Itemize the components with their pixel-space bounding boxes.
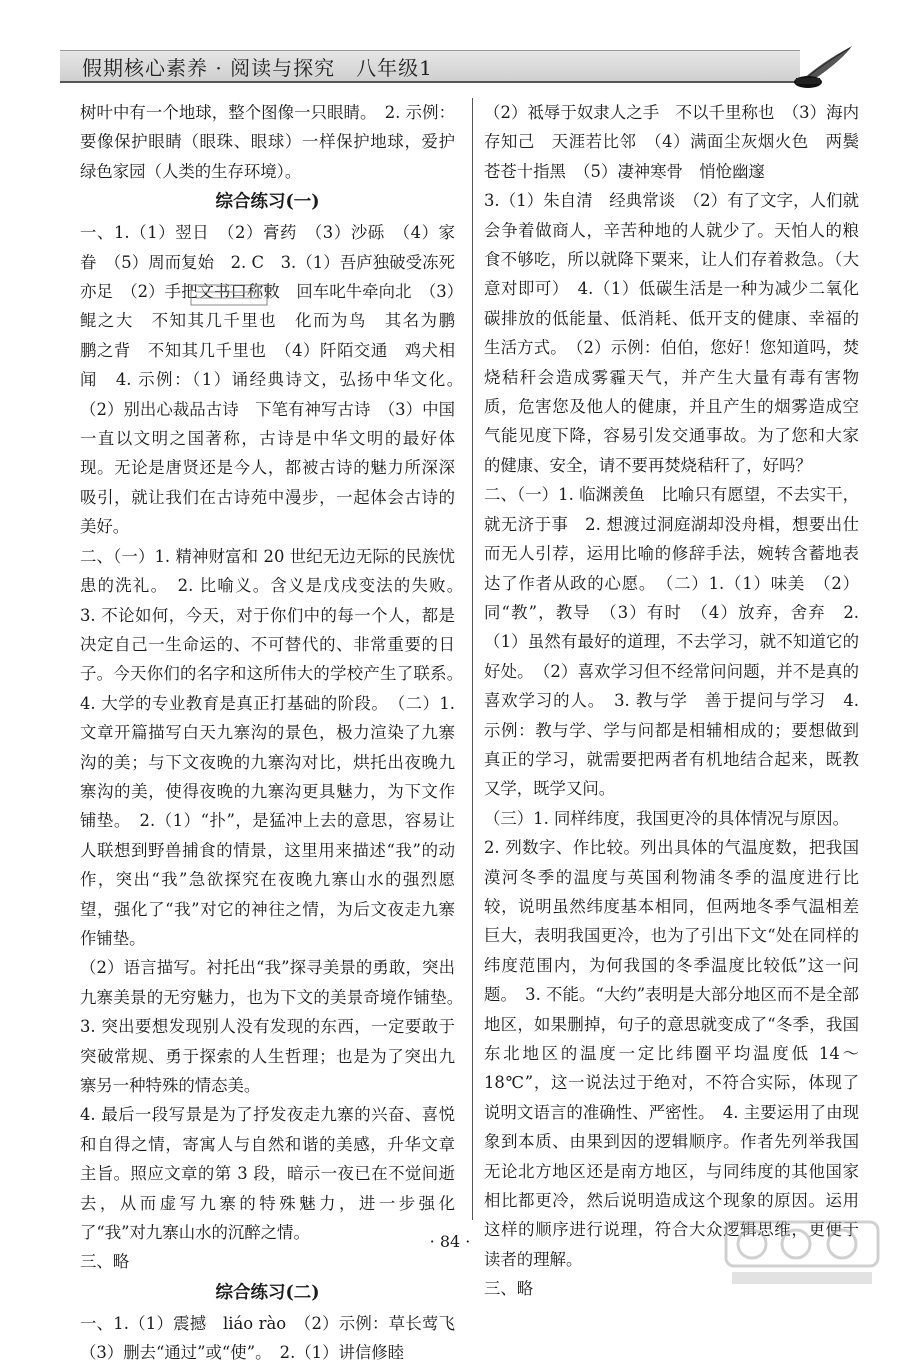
answer-paragraph: 3.（1）朱自清 经典常谈 （2）有了文字，人们就会争着做商人，辛苦种地的人就少了。天怕人的粮食不够吃，所以就降下粟来，让人们存着救急。（大意对即可） 4.（1）低碳生活是一种为减少二氧化碳排放的低能量、低消耗、低开支的健康、幸福的生活方式。 （2）示例：伯伯，您好！您知道吗，焚烧秸秆会造成雾霾天气，并产生大量有毒有害物质，危害您及他人的健康，并且产生的烟雾造成空气能见度下降，容易引发交通事故。为了您和大家的健康、安全，请不要再焚烧秸秆了，好吗？: [484, 191, 859, 475]
answer-paragraph: 一、1.（1）震撼 liáo rào （2）示例：草长莺飞 （3）删去“通过”或“使”。 2.（1）讲信修睦: [80, 1313, 472, 1363]
section-heading: 综合练习(二): [215, 1282, 320, 1303]
answer-paragraph: （2）祗辱于奴隶人之手 不以千里称也 （3）海内存知己 天涯若比邻 （4）满面尘灰烟火色 两鬓苍苍十指黑 （5）凄神寒骨 悄怆幽邃: [484, 103, 859, 181]
page-header: [60, 42, 840, 90]
answer-paragraph: 三、略: [80, 1252, 130, 1272]
answer-paragraph: 2. 列数字、作比较。列出具体的气温度数，把我国漠河冬季的温度与英国利物浦冬季的温度进行比较，说明虽然纬度基本相同，但两地冬季气温相差巨大，表明我国更冷，也为了引出下文“处在同样的纬度范围内，为何我国的冬季温度比较低”这一问题。 3. 不能。“大约”表明是大部分地区而不是全部地区，如果删掉，句子的意思就变成了“冬季，我国东北地区的温度一定比纬圈平均温度低 14～18℃”，这一说法过于绝对，不符合实际，体现了说明文语言的准确性、严密性。 4. 主要运用了由现象到本质、由果到因的逻辑顺序。作者先列举我国无论北方地区还是南方地区，与同纬度的其他国家相比都更冷，然后说明造成这个现象的原因。运用这样的顺序进行说理，符合大众逻辑思维，更便于读者的理解。: [484, 838, 859, 1269]
answer-paragraph: （三）1. 同样纬度，我国更冷的具体情况与原因。: [484, 808, 850, 828]
column-divider: [472, 98, 473, 1220]
section-heading: 综合练习(一): [215, 192, 320, 213]
page-number: · 84 ·: [429, 1232, 471, 1251]
header-title: 假期核心素养 · 阅读与探究 八年级1: [82, 56, 433, 80]
answer-paragraph: 二、（一）1. 精神财富和 20 世纪无边无际的民族忧患的洗礼。 2. 比喻义。含义是戊戌变法的失败。 3. 不论如何，今天，对于你们中的每一个人，都是决定自己一生命运的、不可替代的、非常重要的日子。今天你们的名字和这所伟大的学校产生了联系。 4. 大学的专业教育是真正打基础的阶段。 （二）1. 文章开篇描写白天九寨沟的景色，极力渲染了九寨沟的美；与下文夜晚的九寨沟对比，烘托出夜晚九寨沟的美，使得夜晚的九寨沟更具魅力，为下文作铺垫。 2.（1）“扑”，是猛冲上去的意思，容易让人联想到野兽捕食的情景，这里用来描述“我”的动作，突出“我”急欲探究在夜晚九寨山水的强烈愿望，强化了“我”对它的神往之情，为后文夜走九寨作铺垫。: [80, 546, 472, 948]
answer-paragraph: 二、（一）1. 临渊羡鱼 比喻只有愿望，不去实干，就无济于事 2. 想渡过洞庭湖却没舟楫，想要出仕而无人引荐，运用比喻的修辞手法，婉转含蓄地表达了作者从政的心愿。 （二）1.（1）味美 （2）同“教”，教导 （3）有时 （4）放弃，舍弃 2.（1）虽然有最好的道理，不去学习，就不知道它的好处。 （2）喜欢学习但不经常问问题，并不是真的喜欢学习的人。 3. 教与学 善于提问与学习 4. 示例：教与学、学与问都是相辅相成的；要想做到真正的学习，就需要把两者有机地结合起来，既教又学，既学又问。: [484, 485, 859, 799]
quill-ink-icon: [792, 42, 872, 90]
answer-paragraph: 三、略: [484, 1279, 534, 1299]
answer-paragraph: （2）语言描写。衬托出“我”探寻美景的勇敢，突出九寨美景的无穷魅力，也为下文的美景奇境作铺垫。 3. 突出要想发现别人没有发现的东西，一定要敢于突破常规、勇于探索的人生哲理；也是为了突出九寨另一种特殊的情态美。: [80, 958, 472, 1095]
stamp-mark: [190, 284, 268, 306]
watermark-logo: [722, 1218, 882, 1290]
answer-paragraph: 4. 最后一段写景是为了抒发夜走九寨的兴奋、喜悦和自得之情，寄寓人与自然和谐的美感，升华文章主旨。照应文章的第 3 段，暗示一夜已在不觉间逝去，从而虚写九寨的特殊魅力，进一步强化了“我”对九寨山水的沉醉之情。: [80, 1105, 455, 1243]
answer-paragraph: 树叶中有一个地球，整个图像一只眼睛。 2. 示例：要像保护眼睛（眼珠、眼球）一样保护地球，爱护绿色家园（人类的生存环境）。: [80, 103, 455, 181]
answer-paragraph: 一、1.（1）翌日 （2）膏药 （3）沙砾 （4）家眷 （5）周而复始 2. C 3.（1）吾庐独破受冻死亦足 （2）手把文书口称敕 回车叱牛牵向北 （3）鲲之大 不知其几千里也 化而为鸟 其名为鹏 鹏之背 不知其几千里也 （4）阡陌交通 鸡犬相闻 4. 示例：（1）诵经典诗文，弘扬中华文化。 （2）别出心裁品古诗 下笔有神写古诗 （3）中国一直以文明之国著称，古诗是中华文明的最好体现。无论是唐贤还是今人，都被古诗的魅力所深深吸引，就让我们在古诗苑中漫步，一起体会古诗的美好。: [80, 223, 472, 537]
right-column: [484, 98, 859, 1304]
